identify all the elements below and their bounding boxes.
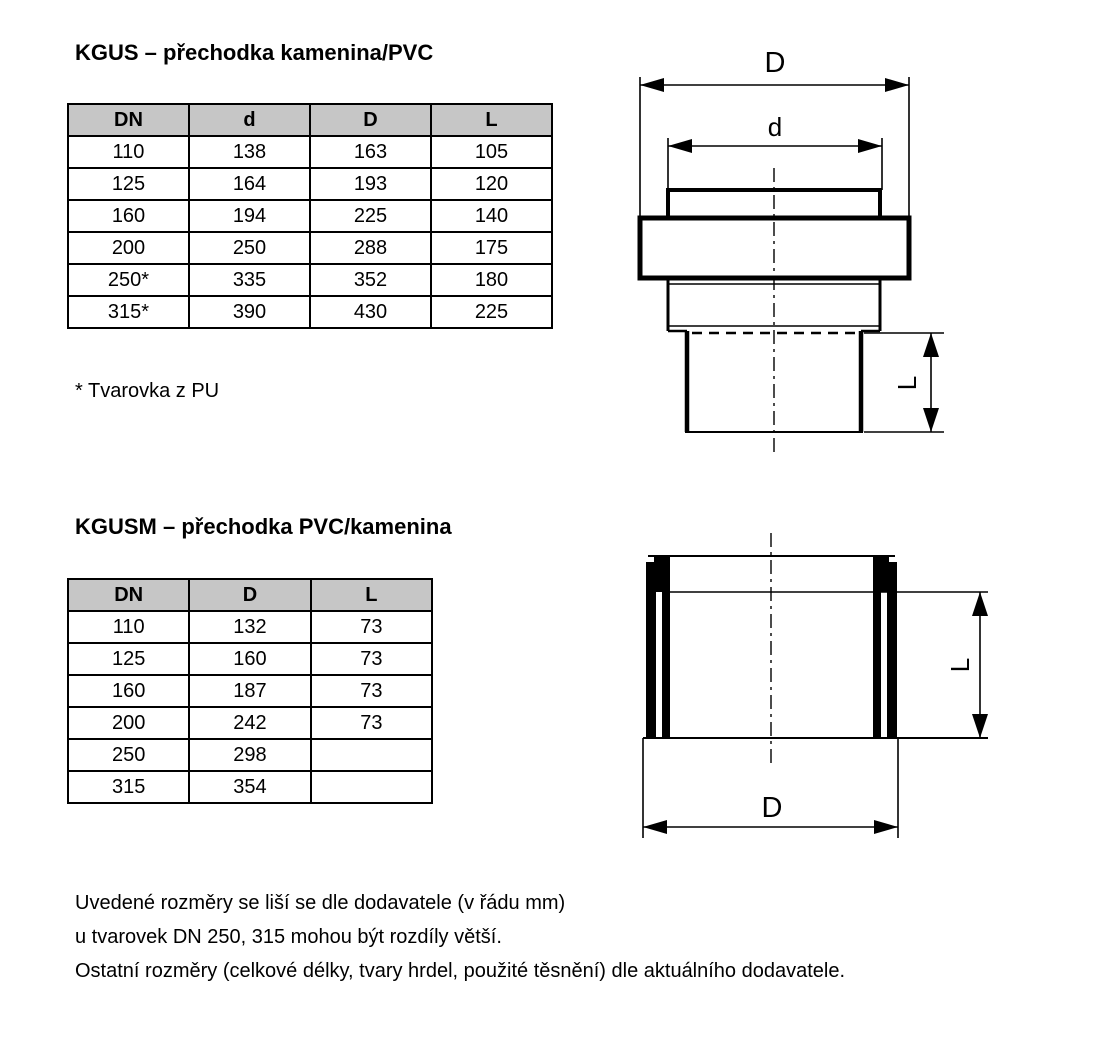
dim-label-D: D xyxy=(764,47,786,79)
table-row xyxy=(68,643,432,675)
table-cell: 73 xyxy=(311,707,432,739)
kgusm-table xyxy=(67,578,433,804)
table-cell: 288 xyxy=(310,232,431,264)
table-row xyxy=(68,168,552,200)
dim-label-L: L xyxy=(945,657,975,673)
kgus-col-D: D xyxy=(310,104,431,136)
table-cell: 250 xyxy=(189,232,310,264)
table-row xyxy=(68,611,432,643)
table-row xyxy=(68,739,432,771)
table-cell: 335 xyxy=(189,264,310,296)
table-cell: 175 xyxy=(431,232,552,264)
kgusm-section-title: KGUSM – přechodka PVC/kamenina xyxy=(75,514,452,539)
table-cell xyxy=(311,739,432,771)
table-row xyxy=(68,675,432,707)
table-cell: 160 xyxy=(68,200,189,232)
kgusm-dim-D xyxy=(643,792,898,834)
table-cell: 110 xyxy=(68,136,189,168)
table-row xyxy=(68,296,552,328)
table-cell: 163 xyxy=(310,136,431,168)
kgusm-dim-L xyxy=(945,592,988,738)
table-cell: 138 xyxy=(189,136,310,168)
table-cell: 73 xyxy=(311,643,432,675)
kgus-technical-drawing xyxy=(620,40,1000,460)
table-cell: 242 xyxy=(189,707,310,739)
table-cell: 73 xyxy=(311,675,432,707)
table-cell: 125 xyxy=(68,168,189,200)
dim-label-D: D xyxy=(761,792,783,824)
table-row xyxy=(68,771,432,803)
kgusm-part-outline xyxy=(643,556,988,838)
table-cell: 390 xyxy=(189,296,310,328)
table-cell: 160 xyxy=(68,675,189,707)
table-cell: 125 xyxy=(68,643,189,675)
table-row xyxy=(68,200,552,232)
table-cell: 225 xyxy=(431,296,552,328)
table-row xyxy=(68,264,552,296)
table-cell: 315 xyxy=(68,771,189,803)
kgus-col-L: L xyxy=(431,104,552,136)
table-cell xyxy=(311,771,432,803)
table-row xyxy=(68,232,552,264)
dim-label-d: d xyxy=(767,112,783,142)
table-cell: 140 xyxy=(431,200,552,232)
kgus-table xyxy=(67,103,553,329)
table-cell: 250 xyxy=(68,739,189,771)
table-cell: 132 xyxy=(189,611,310,643)
kgusm-col-dn: DN xyxy=(68,579,189,611)
kgusm-col-D: D xyxy=(189,579,310,611)
kgus-dim-L xyxy=(864,333,944,432)
table-cell: 120 xyxy=(431,168,552,200)
kgus-col-dn: DN xyxy=(68,104,189,136)
table-cell: 354 xyxy=(189,771,310,803)
kgusm-table-header-row xyxy=(68,579,432,611)
table-cell: 180 xyxy=(431,264,552,296)
note-line-3: Ostatní rozměry (celkové délky, tvary hrdel, použité těsnění) dle aktuálního dodavatele. xyxy=(75,960,846,982)
kgusm-technical-drawing xyxy=(620,520,1010,850)
table-cell: 73 xyxy=(311,611,432,643)
table-cell: 200 xyxy=(68,707,189,739)
table-cell: 430 xyxy=(310,296,431,328)
table-cell: 160 xyxy=(189,643,310,675)
table-cell: 164 xyxy=(189,168,310,200)
table-cell: 105 xyxy=(431,136,552,168)
kgus-table-header-row xyxy=(68,104,552,136)
dim-label-L: L xyxy=(892,375,922,391)
table-cell: 200 xyxy=(68,232,189,264)
kgusm-gasket-left xyxy=(646,556,670,738)
table-row xyxy=(68,136,552,168)
table-cell: 110 xyxy=(68,611,189,643)
table-cell: 187 xyxy=(189,675,310,707)
kgusm-col-L: L xyxy=(311,579,432,611)
kgus-col-d: d xyxy=(189,104,310,136)
kgusm-gasket-right xyxy=(873,556,897,738)
kgus-dim-d xyxy=(668,112,882,190)
note-line-1: Uvedené rozměry se liší se dle dodavatele (v řádu mm) xyxy=(75,892,566,914)
table-cell: 194 xyxy=(189,200,310,232)
kgus-footnote: * Tvarovka z PU xyxy=(75,380,220,402)
table-cell: 352 xyxy=(310,264,431,296)
table-cell: 315* xyxy=(68,296,189,328)
table-cell: 225 xyxy=(310,200,431,232)
table-cell: 298 xyxy=(189,739,310,771)
note-line-2: u tvarovek DN 250, 315 mohou být rozdíly větší. xyxy=(75,926,502,948)
table-cell: 250* xyxy=(68,264,189,296)
table-cell: 193 xyxy=(310,168,431,200)
dimension-notes xyxy=(75,886,845,988)
table-row xyxy=(68,707,432,739)
kgus-section-title: KGUS – přechodka kamenina/PVC xyxy=(75,40,434,65)
